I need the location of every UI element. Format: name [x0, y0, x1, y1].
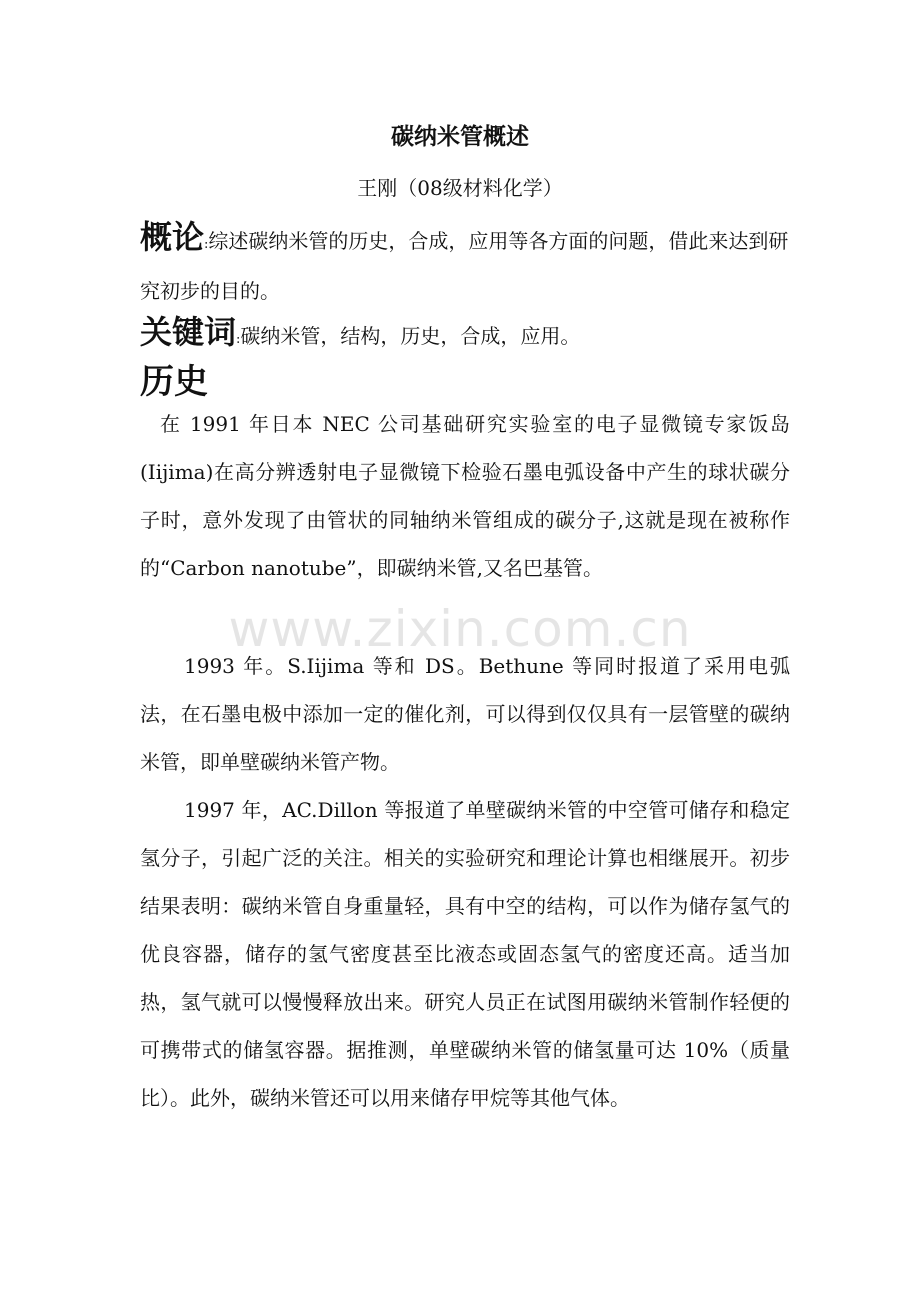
section-heading-history: 历史	[140, 362, 208, 402]
keywords-colon: :	[236, 332, 241, 347]
history-paragraph-1991: 在 1991 年日本 NEC 公司基础研究实验室的电子显微镜专家饭岛(Iijima)在高分辨透射电子显微镜下检验石墨电弧设备中产生的球状碳分子时，意外发现了由管状的同轴纳米管组成的碳分子,这就是现在被称作的“Carbon nanotube”，即碳纳米管,又名巴基管。	[140, 412, 790, 580]
history-paragraph-1993: 1993 年。S.Iijima 等和 DS。Bethune 等同时报道了采用电弧法，在石墨电极中添加一定的催化剂，可以得到仅仅具有一层管壁的碳纳米管，即单壁碳纳米管产物。	[140, 654, 790, 774]
history-paragraph-1997: 1997 年，AC.Dillon 等报道了单壁碳纳米管的中空管可储存和稳定氢分子，引起广泛的关注。相关的实验研究和理论计算也相继展开。初步结果表明：碳纳米管自身重量轻，具有中空的结构，可以作为储存氢气的优良容器，储存的氢气密度甚至比液态或固态氢气的密度还高。适当加热，氢气就可以慢慢释放出来。研究人员正在试图用碳纳米管制作轻便的可携带式的储氢容器。据推测，单壁碳纳米管的储氢量可达 10%（质量比）。此外，碳纳米管还可以用来储存甲烷等其他气体。	[140, 798, 790, 1110]
keywords-label: 关键词	[140, 313, 237, 351]
abstract-text: 综述碳纳米管的历史，合成，应用等各方面的问题，借此来达到研究初步的目的。	[140, 229, 789, 303]
author-line: 王刚（08级材料化学）	[357, 176, 563, 200]
keywords-text: 碳纳米管，结构，历史，合成，应用。	[240, 324, 581, 348]
document-title: 碳纳米管概述	[391, 124, 529, 150]
keywords-block	[140, 310, 795, 362]
abstract-block	[140, 214, 795, 314]
abstract-colon: :	[204, 237, 209, 252]
abstract-label: 概论	[140, 218, 205, 256]
watermark-text: www.zixin.com.cn	[228, 600, 692, 658]
